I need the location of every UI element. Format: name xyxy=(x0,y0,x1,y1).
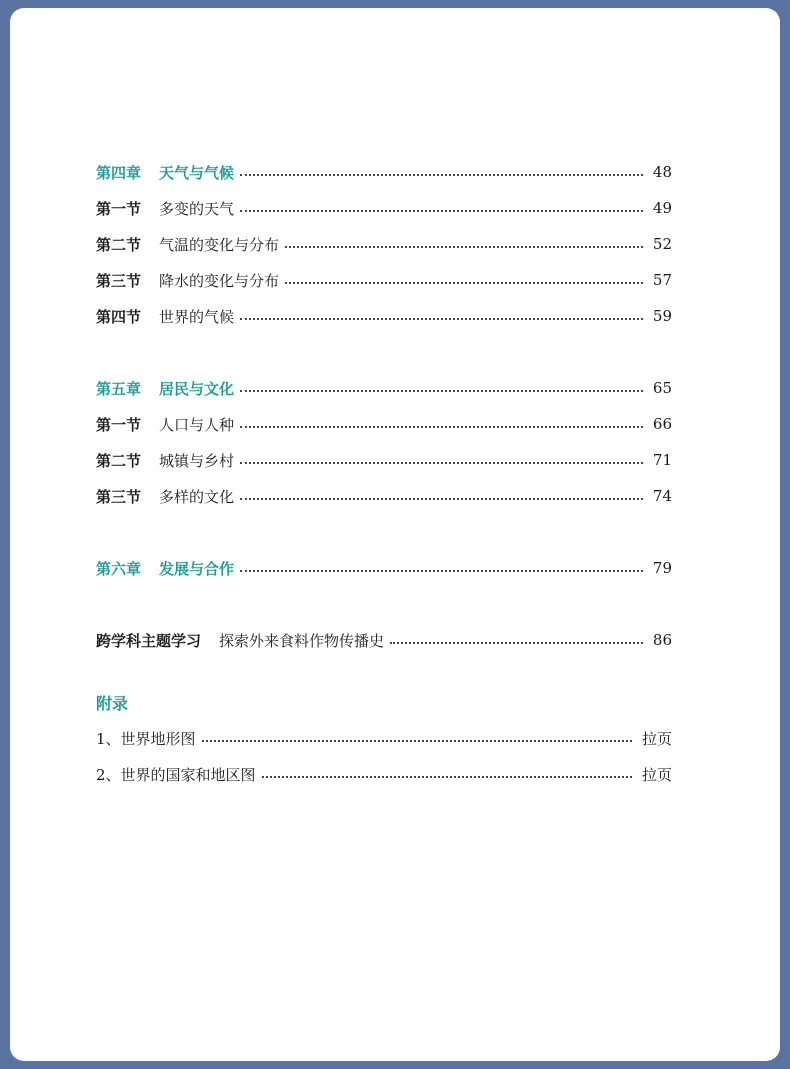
section-title: 降水的变化与分布 xyxy=(159,271,280,290)
section-label: 第四节 xyxy=(96,307,142,326)
dot-leader xyxy=(240,173,643,176)
chapter-label: 第六章 xyxy=(96,559,142,578)
section-title: 多变的天气 xyxy=(159,199,235,218)
toc-chapter-6[interactable] xyxy=(96,550,672,586)
dot-leader xyxy=(240,425,643,428)
appendix-item-title: 2、世界的国家和地区图 xyxy=(96,765,256,784)
section-title: 人口与人种 xyxy=(159,415,235,434)
section-label: 第二节 xyxy=(96,235,142,254)
toc-section[interactable] xyxy=(96,226,672,262)
page-number: 74 xyxy=(652,487,672,505)
toc-appendix-item[interactable] xyxy=(96,756,672,792)
toc-section[interactable] xyxy=(96,406,672,442)
section-label: 第一节 xyxy=(96,199,142,218)
page-number: 拉页 xyxy=(641,765,672,784)
page xyxy=(10,8,780,1061)
dot-leader xyxy=(262,775,632,778)
page-number: 86 xyxy=(652,631,672,649)
table-of-contents xyxy=(96,154,672,792)
toc-appendix-item[interactable] xyxy=(96,720,672,756)
page-number: 48 xyxy=(652,163,672,181)
dot-leader xyxy=(240,461,643,464)
chapter-label: 第五章 xyxy=(96,379,142,398)
chapter-title: 发展与合作 xyxy=(159,559,235,578)
dot-leader xyxy=(390,641,643,644)
dot-leader xyxy=(240,569,643,572)
cross-title: 探索外来食料作物传播史 xyxy=(219,631,385,650)
page-number: 79 xyxy=(652,559,672,577)
spacer xyxy=(96,514,672,550)
toc-section[interactable] xyxy=(96,190,672,226)
section-label: 第三节 xyxy=(96,271,142,290)
toc-chapter-4[interactable] xyxy=(96,154,672,190)
dot-leader xyxy=(240,389,643,392)
toc-section[interactable] xyxy=(96,478,672,514)
toc-section[interactable] xyxy=(96,262,672,298)
page-number: 71 xyxy=(652,451,672,469)
cross-label: 跨学科主题学习 xyxy=(96,631,202,650)
section-title: 世界的气候 xyxy=(159,307,235,326)
toc-chapter-5[interactable] xyxy=(96,370,672,406)
dot-leader xyxy=(240,317,643,320)
chapter-label: 第四章 xyxy=(96,163,142,182)
section-title: 多样的文化 xyxy=(159,487,235,506)
toc-section[interactable] xyxy=(96,442,672,478)
page-number: 52 xyxy=(652,235,672,253)
chapter-title: 天气与气候 xyxy=(159,163,235,182)
chapter-title: 居民与文化 xyxy=(159,379,235,398)
spacer xyxy=(96,658,672,684)
section-label: 第一节 xyxy=(96,415,142,434)
page-number: 57 xyxy=(652,271,672,289)
page-number: 59 xyxy=(652,307,672,325)
toc-section[interactable] xyxy=(96,298,672,334)
dot-leader xyxy=(240,497,643,500)
section-title: 城镇与乡村 xyxy=(159,451,235,470)
page-number: 66 xyxy=(652,415,672,433)
section-title: 气温的变化与分布 xyxy=(159,235,280,254)
section-label: 第二节 xyxy=(96,451,142,470)
spacer xyxy=(96,586,672,622)
spacer xyxy=(96,334,672,370)
toc-cross-disciplinary[interactable] xyxy=(96,622,672,658)
page-number: 65 xyxy=(652,379,672,397)
dot-leader xyxy=(202,739,632,742)
appendix-item-title: 1、世界地形图 xyxy=(96,729,196,748)
appendix-heading: 附录 xyxy=(96,693,129,713)
page-number: 拉页 xyxy=(641,729,672,748)
dot-leader xyxy=(285,281,643,284)
section-label: 第三节 xyxy=(96,487,142,506)
dot-leader xyxy=(285,245,643,248)
page-number: 49 xyxy=(652,199,672,217)
dot-leader xyxy=(240,209,643,212)
